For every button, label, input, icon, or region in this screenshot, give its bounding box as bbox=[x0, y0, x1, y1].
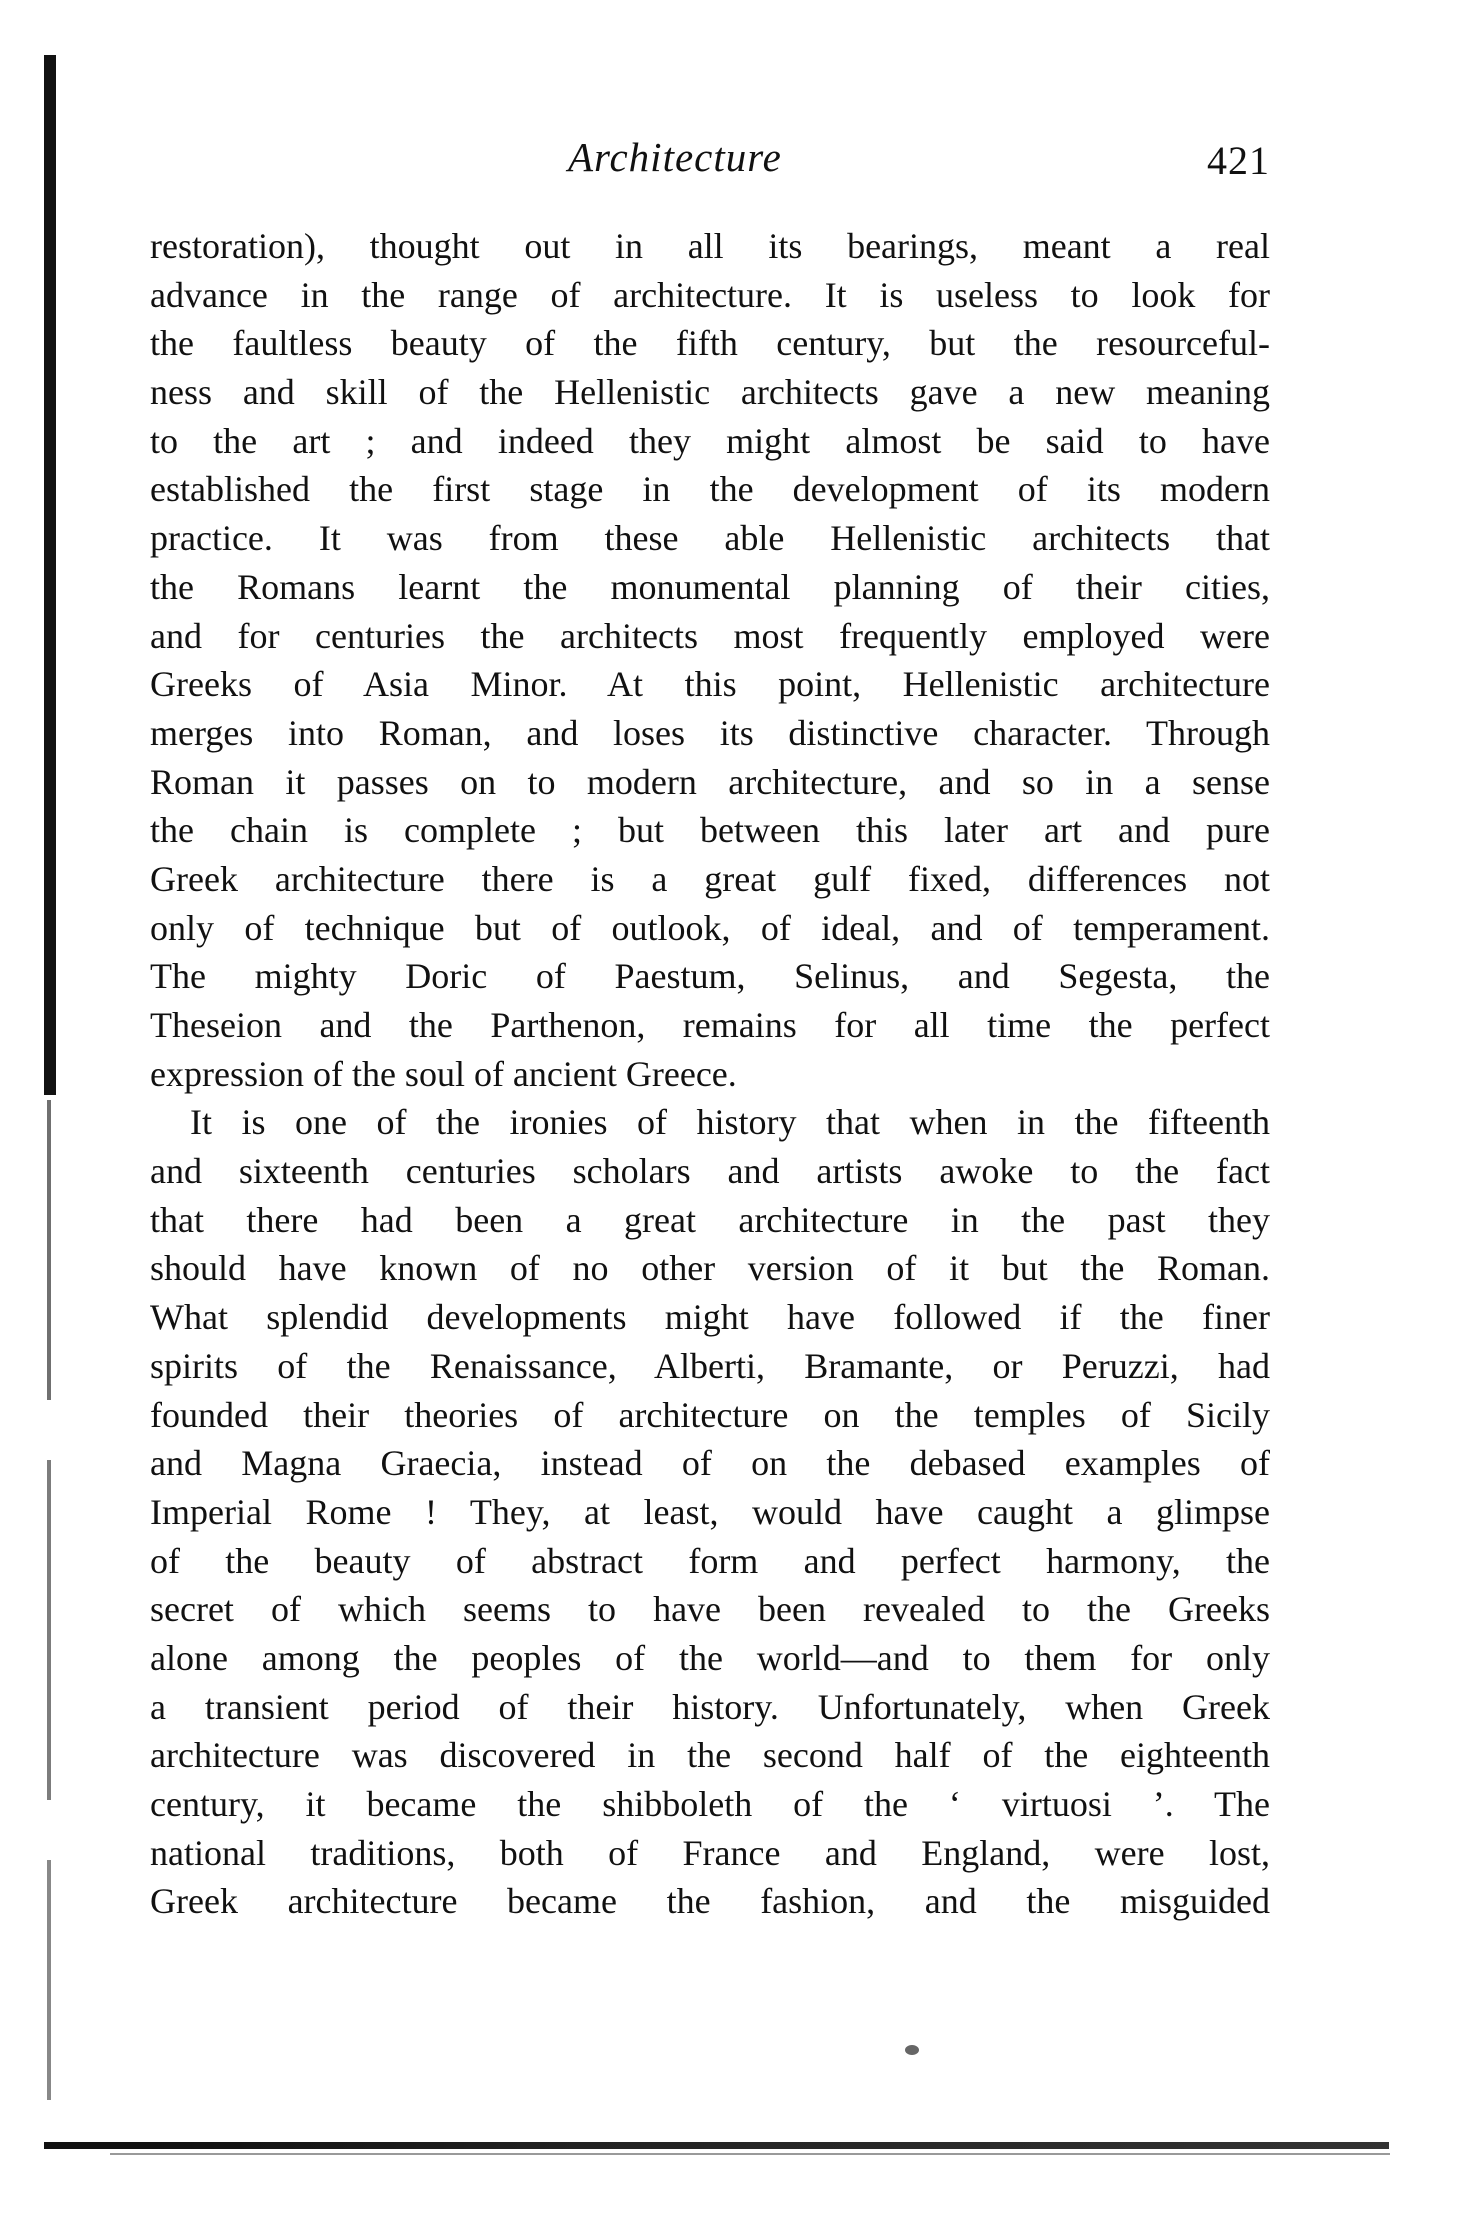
text-line: Greek architecture became the fashion, and the misguided bbox=[150, 1881, 1270, 1922]
text-line: What splendid developments might have followed if the finer bbox=[150, 1297, 1270, 1338]
text-line: Greek architecture there is a great gulf fixed, differences not bbox=[150, 858, 1270, 899]
text-line: architecture was discovered in the second half of the eighteenth bbox=[150, 1735, 1270, 1776]
text-line: and Magna Graecia, instead of on the debased examples of bbox=[150, 1443, 1270, 1484]
page-header bbox=[150, 133, 1270, 193]
text-line: and for centuries the architects most frequently employed were bbox=[150, 615, 1270, 656]
text-line: the faultless beauty of the fifth century, but the resourceful- bbox=[150, 323, 1270, 364]
text-line: national traditions, both of France and England, were lost, bbox=[150, 1832, 1270, 1873]
text-line: of the beauty of abstract form and perfect harmony, the bbox=[150, 1540, 1270, 1581]
text-line: spirits of the Renaissance, Alberti, Bramante, or Peruzzi, had bbox=[150, 1345, 1270, 1386]
text-line: Imperial Rome ! They, at least, would have caught a glimpse bbox=[150, 1491, 1270, 1532]
paragraph bbox=[150, 1098, 1270, 1926]
page-bottom-edge bbox=[44, 2142, 1389, 2149]
text-line: to the art ; and indeed they might almost be said to have bbox=[150, 420, 1270, 461]
text-line: practice. It was from these able Hellenistic architects that bbox=[150, 518, 1270, 559]
text-line: founded their theories of architecture on the temples of Sicily bbox=[150, 1394, 1270, 1435]
text-line: Theseion and the Parthenon, remains for all time the perfect bbox=[150, 1005, 1270, 1045]
text-line: expression of the soul of ancient Greece. bbox=[150, 1053, 737, 1094]
text-line: The mighty Doric of Paestum, Selinus, and Segesta, the bbox=[150, 956, 1270, 997]
text-line: established the first stage in the development of its modern bbox=[150, 469, 1270, 510]
page-edge-shadow-lower bbox=[47, 1100, 51, 2100]
text-line: restoration), thought out in all its bearings, meant a real bbox=[150, 226, 1270, 266]
text-line: the Romans learnt the monumental planning of their cities, bbox=[150, 566, 1270, 607]
text-line: ness and skill of the Hellenistic architects gave a new meaning bbox=[150, 372, 1270, 413]
paragraph bbox=[150, 222, 1270, 1098]
ink-smudge bbox=[905, 2045, 919, 2055]
running-head: Architecture bbox=[568, 134, 782, 180]
text-line: merges into Roman, and loses its distinctive character. Through bbox=[150, 712, 1270, 753]
text-line: secret of which seems to have been revealed to the Greeks bbox=[150, 1589, 1270, 1630]
text-line: alone among the peoples of the world—and to them for only bbox=[150, 1637, 1270, 1678]
text-line: It is one of the ironies of history that when in the fifteenth bbox=[190, 1102, 1270, 1143]
text-line: and sixteenth centuries scholars and artists awoke to the fact bbox=[150, 1151, 1270, 1192]
text-line: Roman it passes on to modern architecture, and so in a sense bbox=[150, 761, 1270, 802]
body-text bbox=[150, 222, 1270, 1926]
text-line: a transient period of their history. Unfortunately, when Greek bbox=[150, 1686, 1270, 1727]
page-number: 421 bbox=[1207, 138, 1270, 183]
page-bottom-edge-thin bbox=[110, 2153, 1390, 2155]
text-line: century, it became the shibboleth of the ‘ virtuosi ’. The bbox=[150, 1784, 1270, 1824]
text-line: that there had been a great architecture in the past they bbox=[150, 1199, 1270, 1240]
text-line: the chain is complete ; but between this later art and pure bbox=[150, 810, 1270, 851]
text-line: only of technique but of outlook, of ideal, and of temperament. bbox=[150, 907, 1270, 948]
text-line: advance in the range of architecture. It is useless to look for bbox=[150, 274, 1270, 315]
text-line: Greeks of Asia Minor. At this point, Hellenistic architecture bbox=[150, 664, 1270, 705]
text-line: should have known of no other version of it but the Roman. bbox=[150, 1248, 1270, 1289]
page-edge-shadow bbox=[44, 55, 56, 1095]
